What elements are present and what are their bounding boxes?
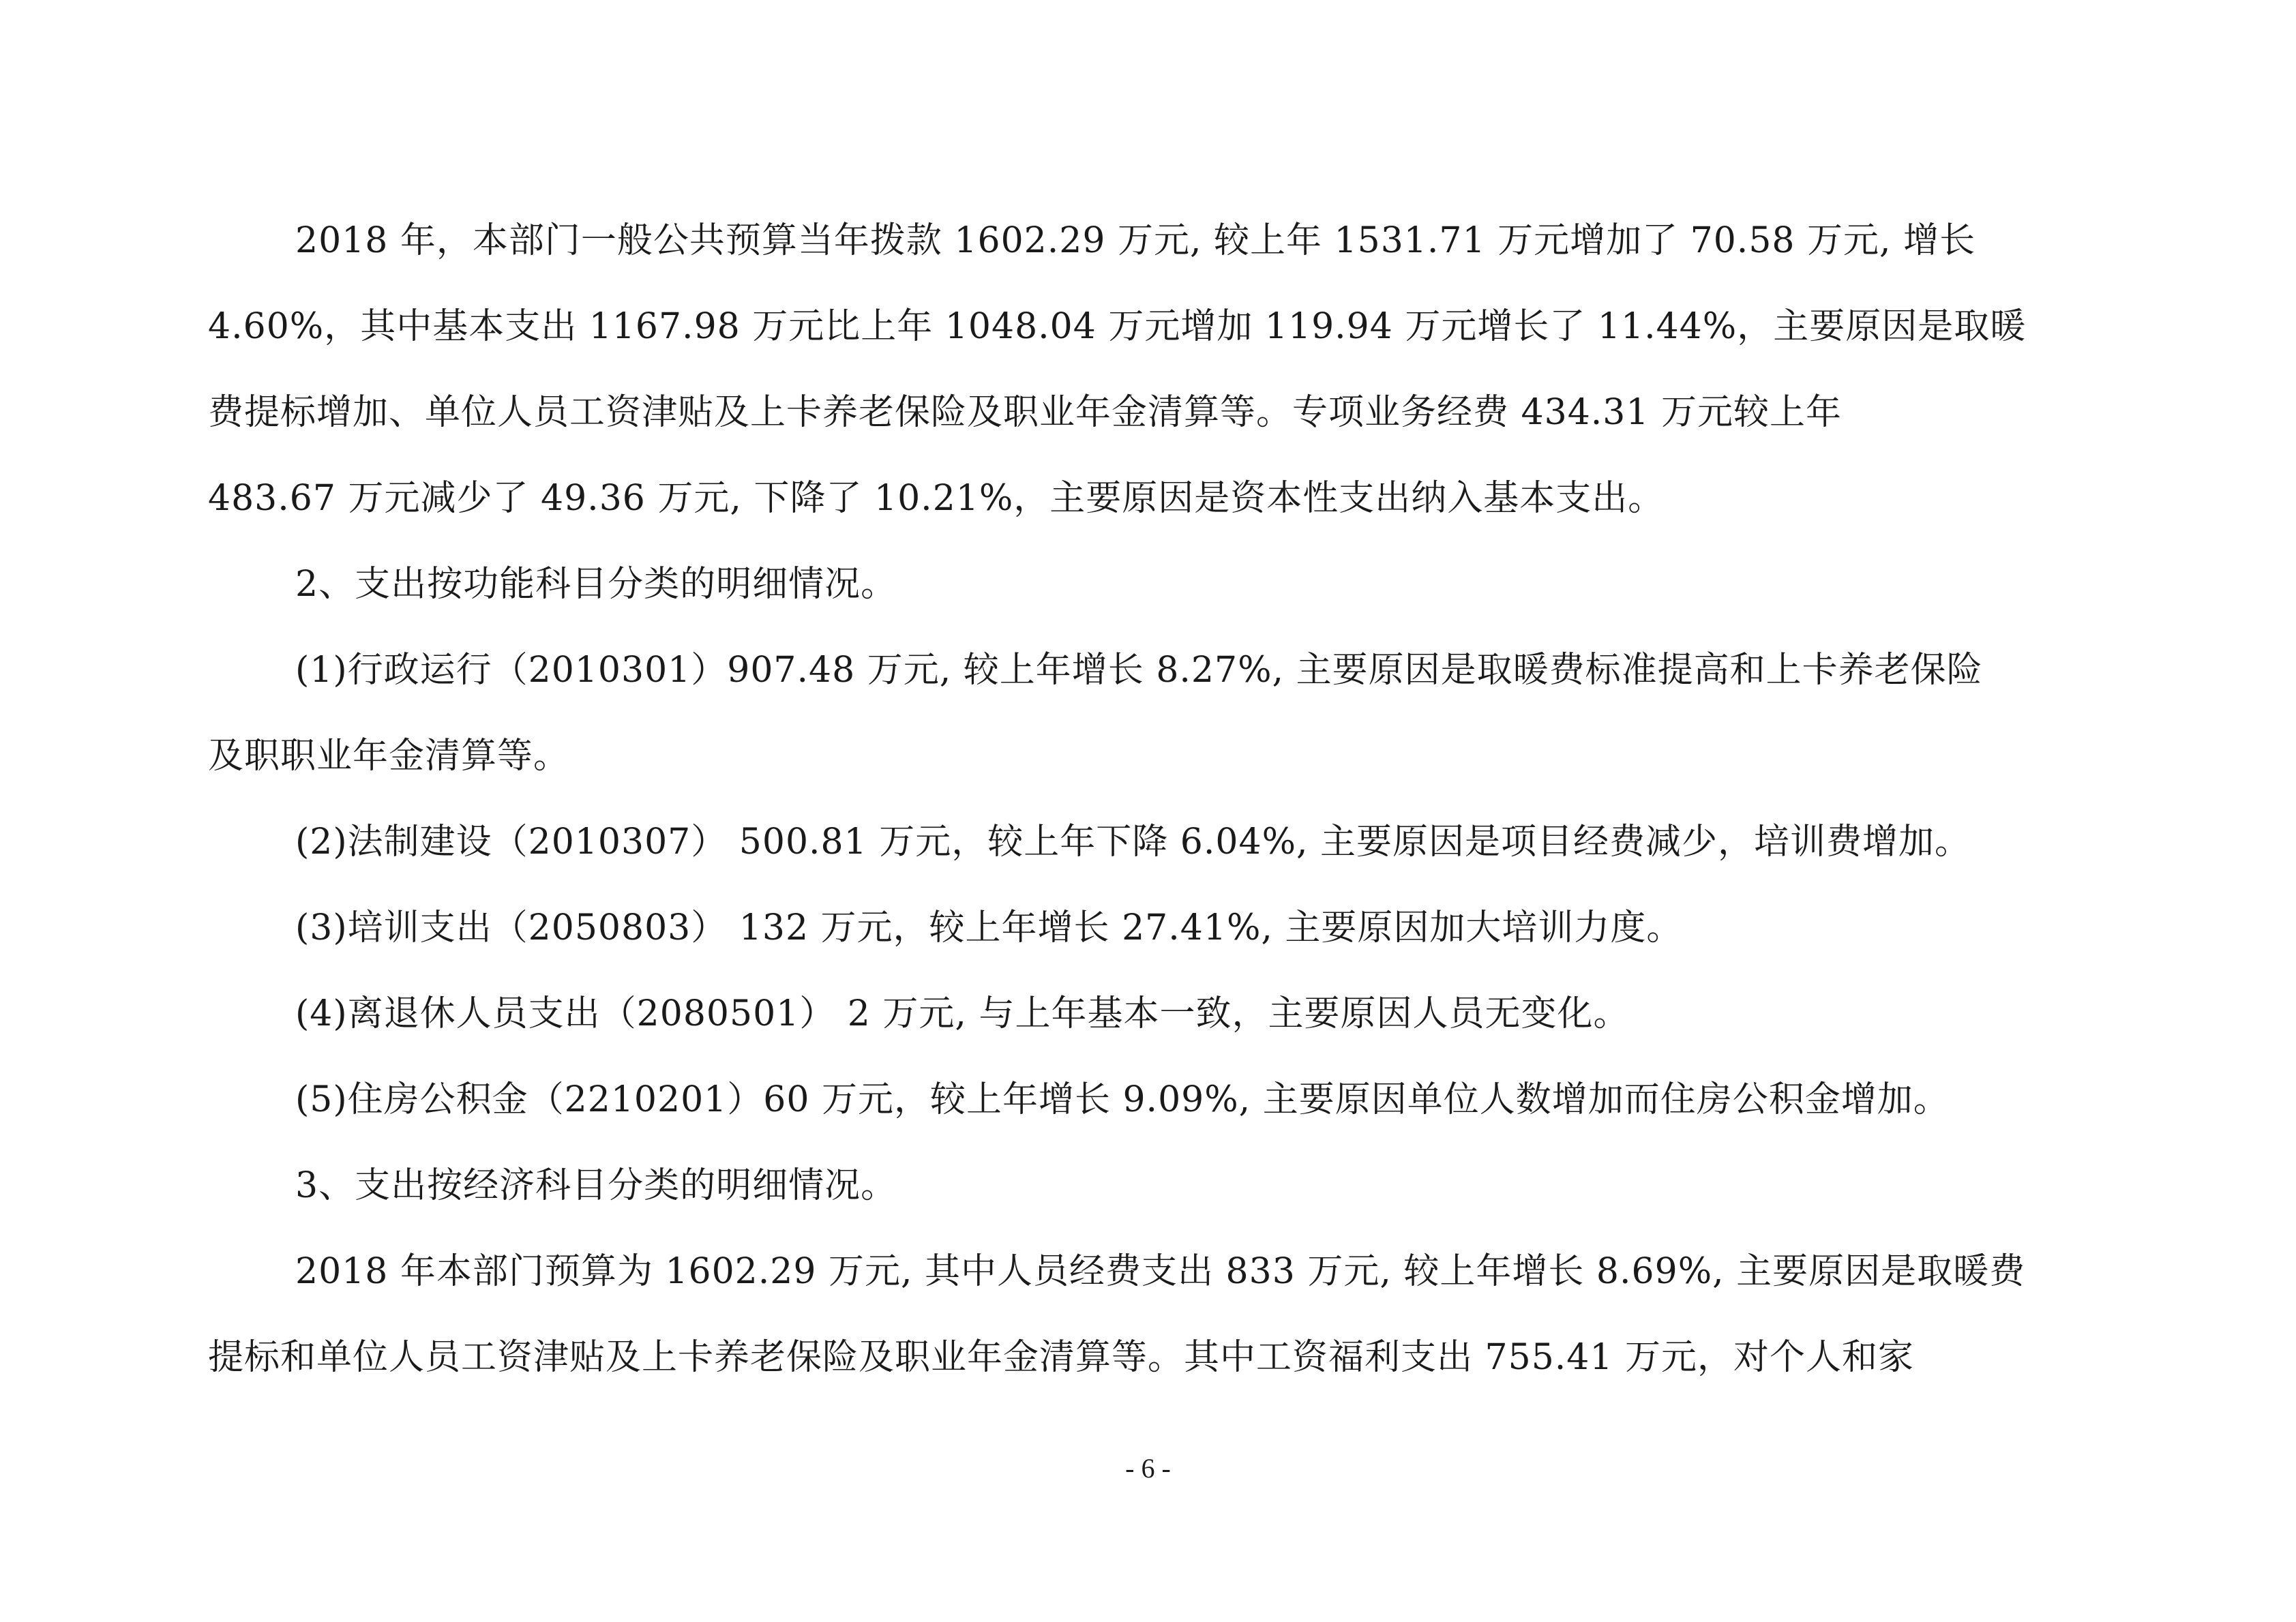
- paragraph-line: (2)法制建设（2010307） 500.81 万元，较上年下降 6.04%, 主要原因是项目经费减少，培训费增加。: [295, 822, 1971, 862]
- paragraph-line: (3)培训支出（2050803） 132 万元，较上年增长 27.41%, 主要原因加大培训力度。: [295, 907, 1683, 948]
- paragraph-line: (4)离退休人员支出（2080501） 2 万元, 与上年基本一致，主要原因人员无变化。: [295, 993, 1630, 1034]
- paragraph-line: (5)住房公积金（2210201）60 万元，较上年增长 9.09%, 主要原因单位人数增加而住房公积金增加。: [295, 1079, 1950, 1120]
- paragraph-line: 2018 年本部门预算为 1602.29 万元, 其中人员经费支出 833 万元, 较上年增长 8.69%, 主要原因是取暖费: [295, 1251, 2026, 1292]
- paragraph-line: 及职职业年金清算等。: [208, 736, 570, 777]
- document-body: [208, 198, 2111, 1400]
- page-number: - 6 -: [1125, 1453, 1171, 1484]
- section-heading: 3、支出按经济科目分类的明细情况。: [295, 1165, 897, 1206]
- paragraph-line: (1)行政运行（2010301）907.48 万元, 较上年增长 8.27%, 主要原因是取暖费标准提高和上卡养老保险: [295, 650, 1983, 691]
- paragraph-line: 费提标增加、单位人员工资津贴及上卡养老保险及职业年金清算等。专项业务经费 434.31 万元较上年: [208, 392, 1843, 433]
- section-heading: 2、支出按功能科目分类的明细情况。: [295, 564, 897, 605]
- paragraph-line: 483.67 万元减少了 49.36 万元, 下降了 10.21%，主要原因是资本性支出纳入基本支出。: [208, 478, 1665, 519]
- paragraph-line: 4.60%，其中基本支出 1167.98 万元比上年 1048.04 万元增加 119.94 万元增长了 11.44%，主要原因是取暖: [208, 306, 2027, 347]
- paragraph-line: 提标和单位人员工资津贴及上卡养老保险及职业年金清算等。其中工资福利支出 755.41 万元，对个人和家: [208, 1337, 1915, 1378]
- paragraph-line: 2018 年，本部门一般公共预算当年拨款 1602.29 万元, 较上年 1531.71 万元增加了 70.58 万元, 增长: [295, 220, 1976, 261]
